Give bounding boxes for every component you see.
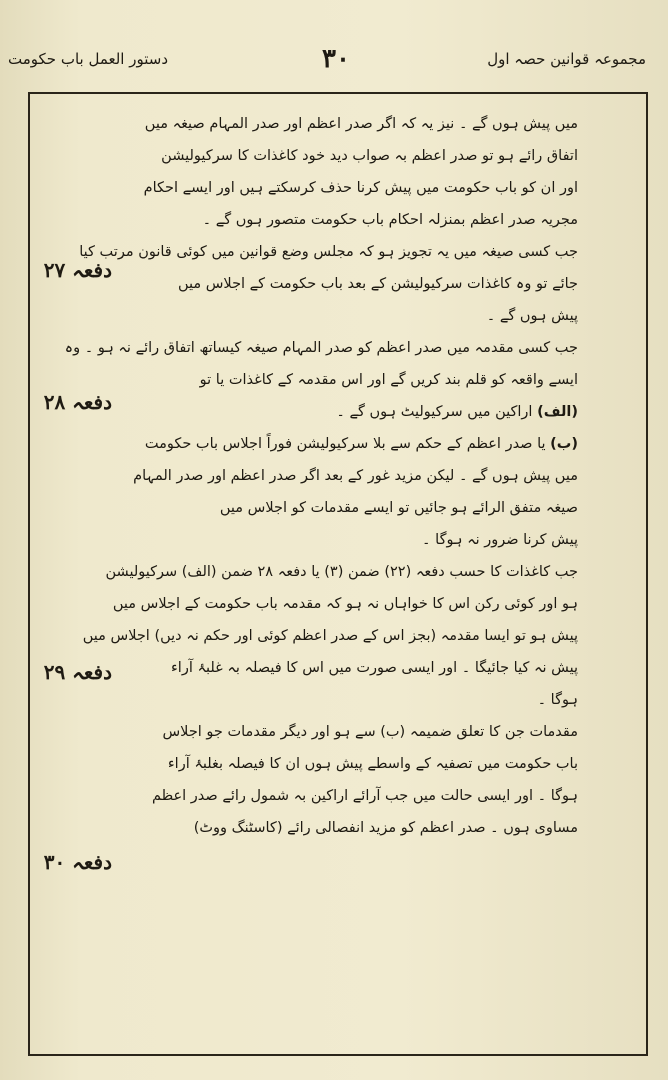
text-line: پیش ہو تو ایسا مقدمہ (بجز اس کے صدر اعظم کوئی اور حکم نہ دیں) اجلاس میں <box>82 628 578 644</box>
section-marker-27: دفعہ ۲۷ <box>43 258 112 282</box>
text-line: جب کسی صیغہ میں یہ تجویز ہو کہ مجلس وضع قوانین میں کوئی قانون مرتب کیا <box>79 244 578 260</box>
clause-b-line <box>50 428 578 460</box>
text-line: جب کسی مقدمہ میں صدر اعظم کو صدر المہام صیغہ کیساتھ اتفاق رائے نہ ہو ۔ وہ <box>64 340 578 356</box>
text-line: صیغہ متفق الرائے ہو جائیں تو ایسے مقدمات کو اجلاس میں <box>219 500 578 516</box>
clause-a-line <box>50 396 578 428</box>
page-number: ۳۰ <box>322 44 350 74</box>
header-chapter-title: دستور العمل باب حکومت <box>8 50 169 68</box>
text-line: مساوی ہوں ۔ صدر اعظم کو مزید انفصالی رائے (کاسٹنگ ووٹ) <box>193 820 578 836</box>
text-line: پیش ہوں گے ۔ <box>486 308 578 324</box>
text-line: جب کاغذات کا حسب دفعہ (۲۲) ضمن (۳) یا دفعہ ۲۸ ضمن (الف) سرکیولیشن <box>105 564 578 580</box>
text-line: اتفاق رائے ہو تو صدر اعظم بہ صواب دید خود کاغذات کا سرکیولیشن <box>161 148 578 164</box>
text-line: ہوگا ۔ <box>537 692 578 708</box>
section-marker-29: دفعہ ۲۹ <box>43 660 112 684</box>
text-line: میں پیش ہوں گے ۔ نیز یہ کہ اگر صدر اعظم اور صدر المہام صیغہ میں <box>144 116 578 132</box>
section-marker-30: دفعہ ۳۰ <box>43 850 112 874</box>
text-line: پیش نہ کیا جائیگا ۔ اور ایسی صورت میں اس کا فیصلہ بہ غلبۂ آراء <box>170 660 578 676</box>
text-line: ایسے واقعہ کو قلم بند کریں گے اور اس مقدمہ کے کاغذات یا تو <box>199 372 578 388</box>
section-marker-28: دفعہ ۲۸ <box>43 390 112 414</box>
clause-text: یا صدر اعظم کے حکم سے بلا سرکیولیشن فوراً اجلاس باب حکومت <box>144 436 546 452</box>
text-line: مقدمات جن کا تعلق ضمیمہ (ب) سے ہو اور دیگر مقدمات جو اجلاس <box>162 724 578 740</box>
clause-label-be: (ب) <box>550 436 578 452</box>
text-line: جائے تو وہ کاغذات سرکیولیشن کے بعد باب حکومت کے اجلاس میں <box>177 276 578 292</box>
header-book-title: مجموعہ قوانین حصہ اول <box>487 50 646 68</box>
text-line: ہوگا ۔ اور ایسی حالت میں جب آرائے اراکین بہ شمول رائے صدر اعظم <box>151 788 578 804</box>
text-line: ہو اور کوئی رکن اس کا خواہاں نہ ہو کہ مقدمہ باب حکومت کے اجلاس میں <box>112 596 578 612</box>
text-line: اور ان کو باب حکومت میں پیش کرنا حذف کرسکتے ہیں اور ایسے احکام <box>143 180 578 196</box>
body-text <box>50 108 578 844</box>
text-line: مجریہ صدر اعظم بمنزلہ احکام باب حکومت متصور ہوں گے ۔ <box>202 212 578 228</box>
clause-label-alif: (الف) <box>537 404 578 420</box>
text-line: باب حکومت میں تصفیہ کے واسطے پیش ہوں ان کا فیصلہ بغلبۂ آراء <box>167 756 578 772</box>
clause-text: اراکین میں سرکیولیٹ ہوں گے ۔ <box>336 404 533 420</box>
text-line: پیش کرنا ضرور نہ ہوگا ۔ <box>422 532 578 548</box>
text-line: میں پیش ہوں گے ۔ لیکن مزید غور کے بعد اگر صدر اعظم اور صدر المہام <box>133 468 578 484</box>
